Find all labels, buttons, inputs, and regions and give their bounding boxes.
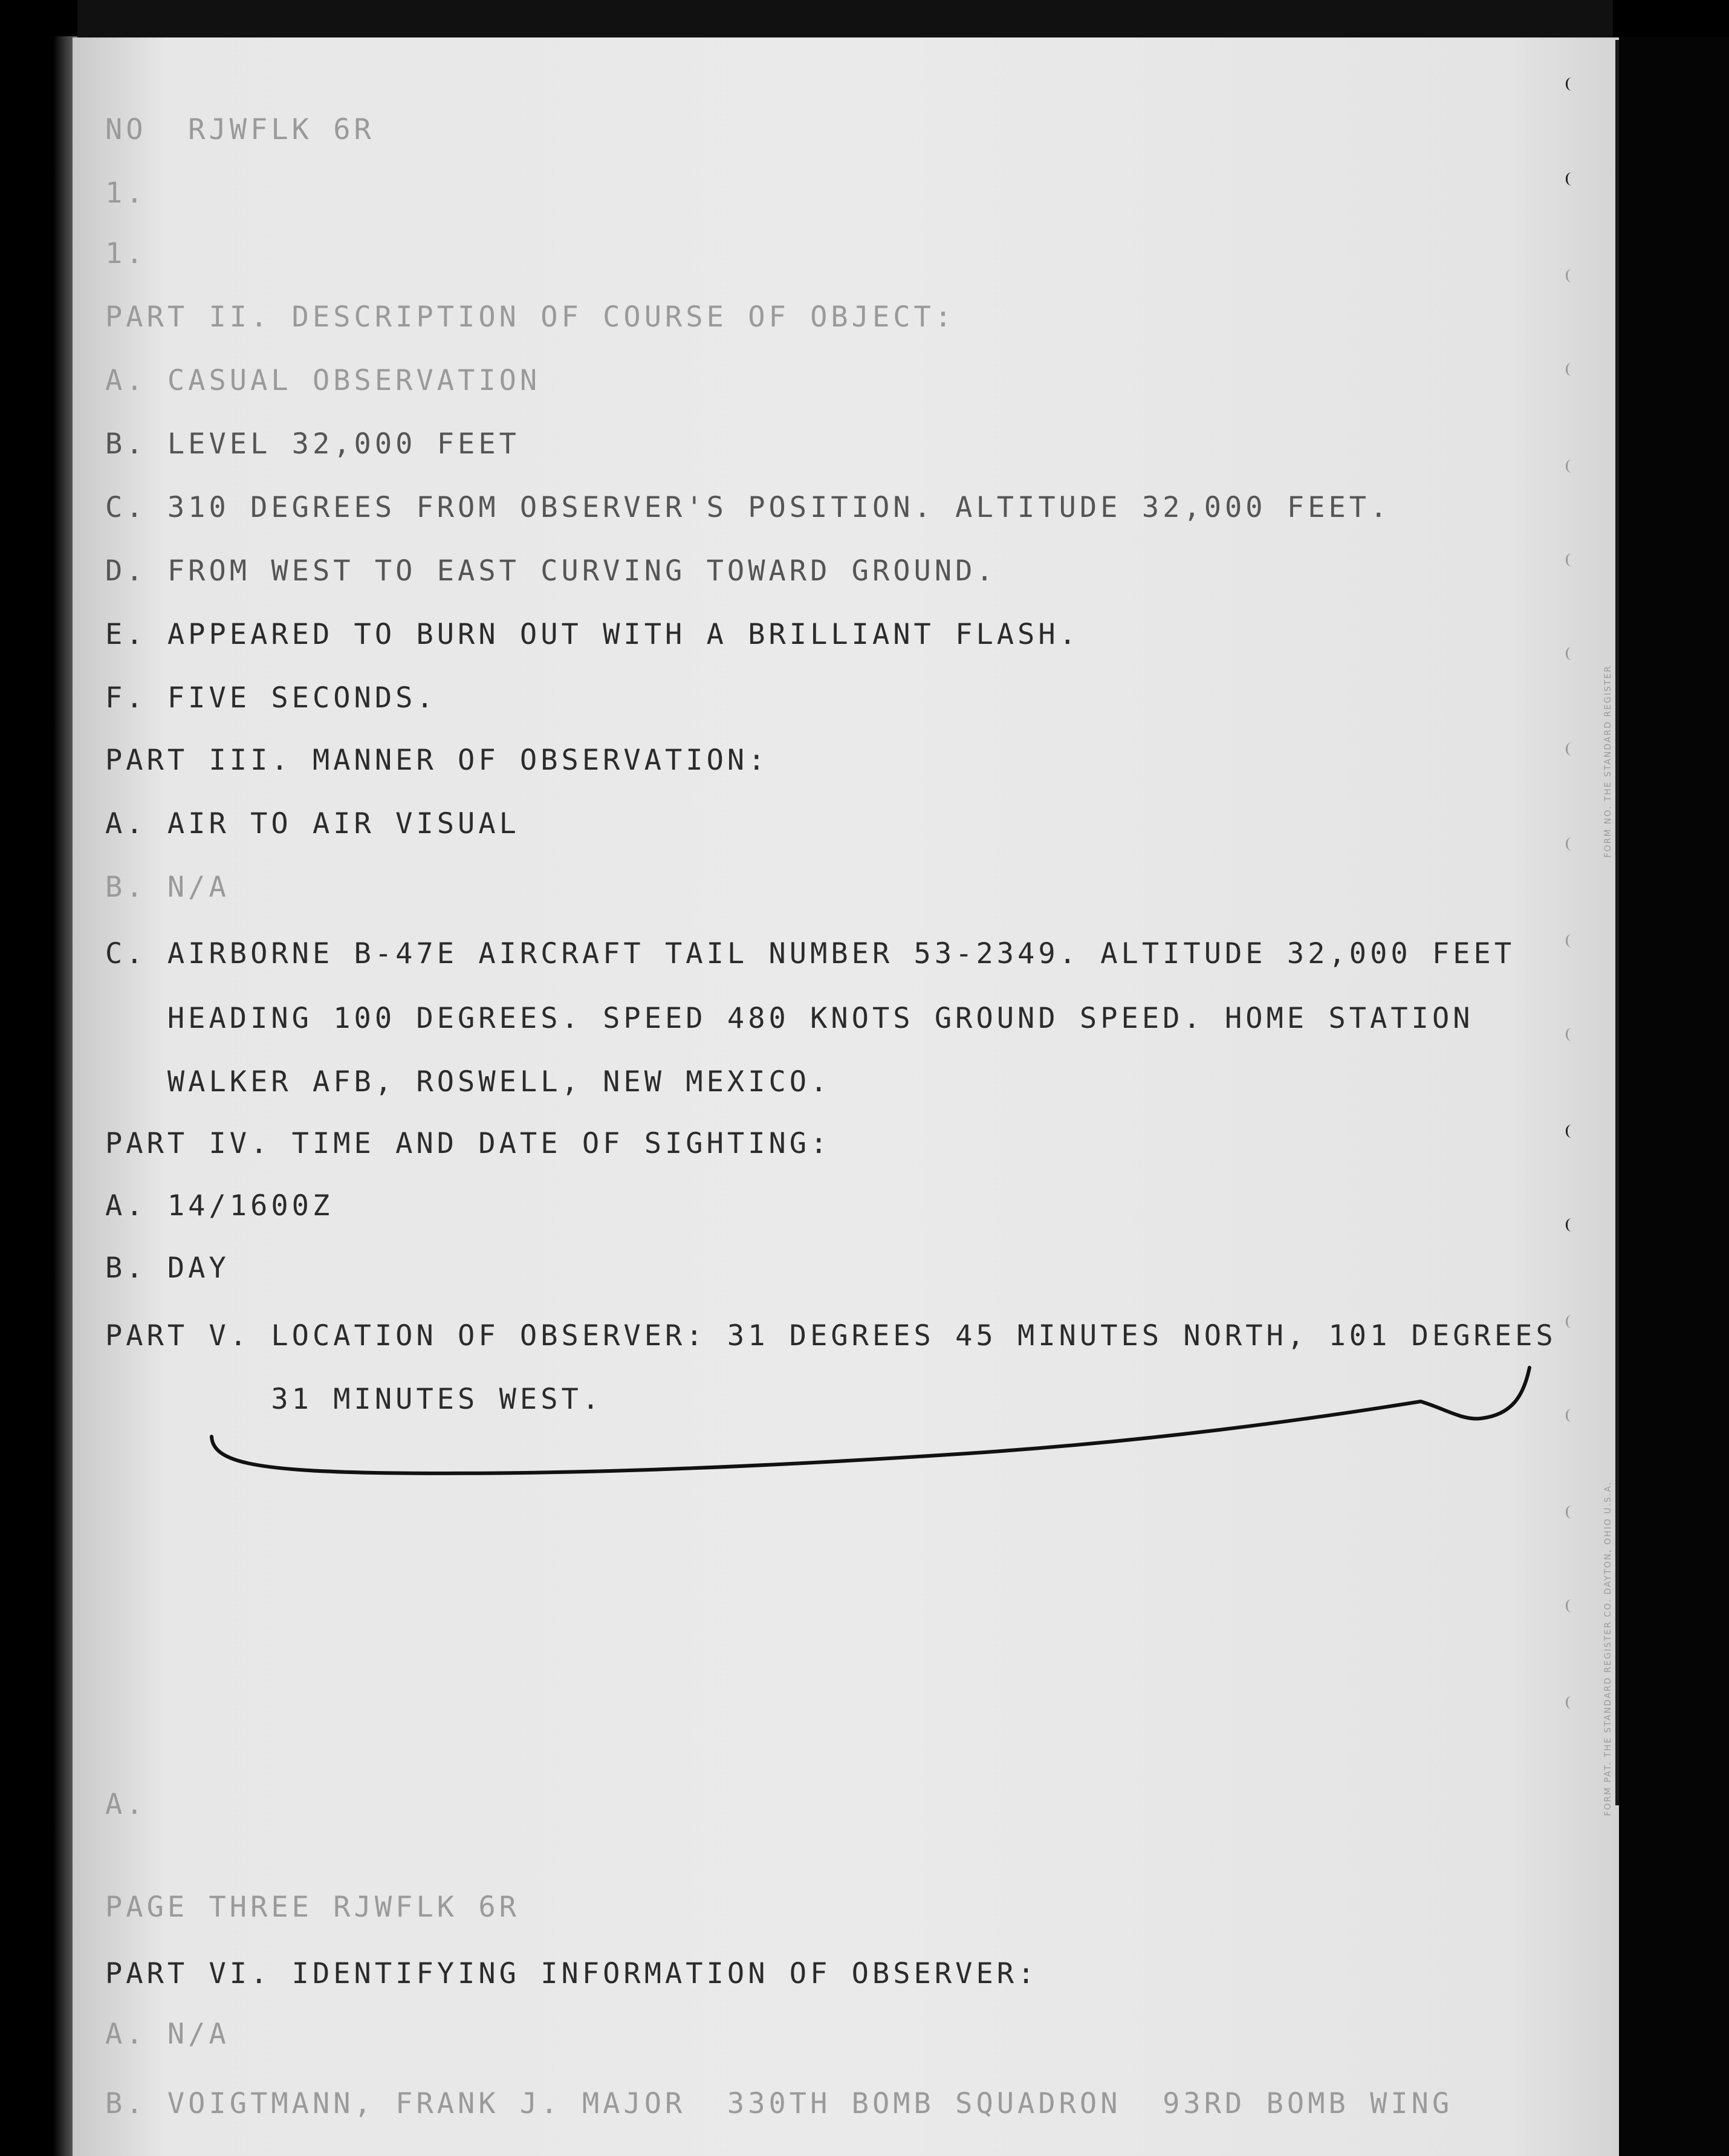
part6-item-a: A. N/A (105, 2018, 230, 2051)
part5-line1: PART V. LOCATION OF OBSERVER: 31 DEGREES 45 MINUTES NORTH, 101 DEGREES (105, 1319, 1557, 1352)
part3-item-c-line2: HEADING 100 DEGREES. SPEED 480 KNOTS GROUND SPEED. HOME STATION (105, 1002, 1474, 1035)
line-marker-2: 1. (105, 237, 147, 270)
scan-right-border (1619, 37, 1729, 2156)
part6-item-b: B. VOIGTMANN, FRANK J. MAJOR 330TH BOMB SQUADRON 93RD BOMB WING (105, 2087, 1453, 2120)
stray-typed-mark: A. (105, 1788, 147, 1821)
form-margin-print-upper: FORM NO. THE STANDARD REGISTER (1603, 665, 1613, 858)
part3-item-a: A. AIR TO AIR VISUAL (105, 807, 520, 840)
part2-item-e: E. APPEARED TO BURN OUT WITH A BRILLIANT FLASH. (105, 618, 1080, 651)
part3-heading: PART III. MANNER OF OBSERVATION: (105, 744, 769, 777)
part6-heading: PART VI. IDENTIFYING INFORMATION OF OBSERVER: (105, 1957, 1039, 1990)
scan-top-border (77, 0, 1613, 39)
part3-item-b: B. N/A (105, 871, 230, 904)
part2-item-c: C. 310 DEGREES FROM OBSERVER'S POSITION. ALTITUDE 32,000 FEET. (105, 491, 1391, 524)
part3-item-c-line3: WALKER AFB, ROSWELL, NEW MEXICO. (105, 1065, 831, 1099)
part5-line2: 31 MINUTES WEST. (105, 1383, 603, 1416)
part2-heading: PART II. DESCRIPTION OF COURSE OF OBJECT: (105, 300, 956, 334)
part4-item-a: A. 14/1600Z (105, 1189, 334, 1222)
part3-item-c-line1: C. AIRBORNE B-47E AIRCRAFT TAIL NUMBER 53-2349. ALTITUDE 32,000 FEET (105, 937, 1516, 970)
part2-item-d: D. FROM WEST TO EAST CURVING TOWARD GROUND. (105, 554, 997, 588)
page-edge-line (1615, 40, 1619, 1805)
part4-heading: PART IV. TIME AND DATE OF SIGHTING: (105, 1127, 831, 1160)
line-marker-1: 1. (105, 177, 147, 210)
message-header-line: NO RJWFLK 6R (105, 113, 375, 146)
page-three-header: PAGE THREE RJWFLK 6R (105, 1891, 520, 1924)
part2-item-b: B. LEVEL 32,000 FEET (105, 427, 520, 461)
part4-item-b: B. DAY (105, 1252, 230, 1285)
part2-item-a: A. CASUAL OBSERVATION (105, 364, 541, 397)
form-margin-print-lower: FORM PAT. THE STANDARD REGISTER CO. DAYTON, OHIO U.S.A. (1603, 1481, 1613, 1816)
part2-item-f: F. FIVE SECONDS. (105, 681, 437, 715)
